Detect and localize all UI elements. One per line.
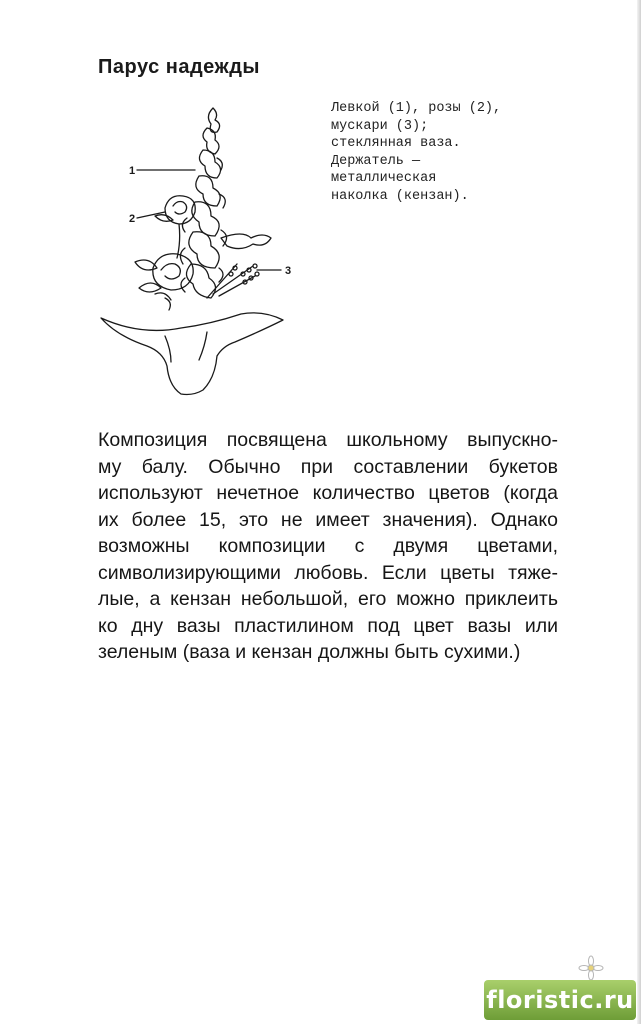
daisy-icon — [578, 955, 604, 981]
rose-flower-large — [135, 254, 193, 310]
rose-flower — [155, 196, 195, 258]
page-edge — [637, 0, 641, 1024]
body-line: ко дну вазы пластилином под цвет вазы или — [98, 614, 558, 637]
body-line: возможны композиции с двумя цветами, — [98, 535, 558, 557]
body-line: используют нечетное количество цветов (когда — [98, 482, 558, 504]
legend-line: мускари (3); — [331, 118, 429, 134]
body-line: му балу. Обычно при составлении букетов — [98, 455, 558, 478]
watermark-logo — [484, 980, 636, 1020]
legend-line: Левкой (1), розы (2), — [331, 101, 502, 116]
page-title: Парус надежды — [98, 56, 260, 78]
callout-label-1: 1 — [129, 165, 136, 177]
body-line: зеленым (ваза и кензан должны быть сухими.) — [98, 641, 521, 663]
watermark-text: floristic.ru — [486, 986, 634, 1014]
legend-line: наколка (кензан). — [331, 188, 469, 204]
legend-block — [331, 100, 531, 205]
callout-label-3: 3 — [285, 265, 292, 277]
legend-line: металлическая — [331, 171, 437, 186]
body-line: Композиция посвящена школьному выпускно- — [98, 429, 558, 451]
muscari-flowers — [207, 264, 259, 298]
callout-label-2: 2 — [129, 213, 136, 225]
body-paragraph — [98, 427, 558, 666]
flower-arrangement-illustration — [95, 98, 315, 398]
legend-line: Держатель — — [331, 153, 421, 169]
body-line: символизирующими любовь. Если цветы тяже- — [98, 561, 558, 584]
body-line: лые, а кензан небольшой, его можно приклеить — [98, 588, 558, 610]
body-line: их более 15, это не имеет значения). Однако — [98, 508, 558, 531]
glass-vase — [101, 313, 283, 395]
legend-line: стеклянная ваза. — [331, 136, 461, 151]
